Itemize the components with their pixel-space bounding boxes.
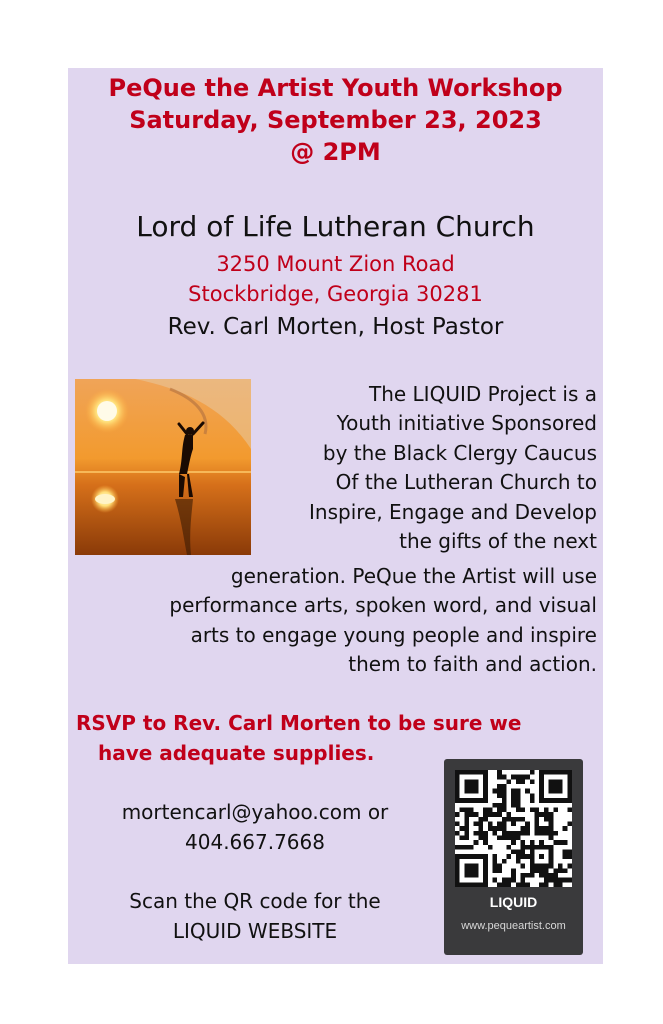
event-title xyxy=(68,72,603,168)
sunset-dancer-image xyxy=(75,379,251,555)
description-line: Inspire, Engage and Develop xyxy=(309,499,597,524)
address-street: 3250 Mount Zion Road xyxy=(216,252,455,276)
description-line: performance arts, spoken word, and visual xyxy=(169,593,597,618)
description-line: Of the Lutheran Church to xyxy=(335,470,597,495)
address-city: Stockbridge, Georgia 30281 xyxy=(188,282,483,306)
qr-code-card[interactable] xyxy=(444,759,583,955)
church-name: Lord of Life Lutheran Church xyxy=(136,210,535,243)
qr-url: www.pequeartist.com xyxy=(461,920,566,932)
host-pastor: Rev. Carl Morten, Host Pastor xyxy=(167,314,504,340)
event-flyer xyxy=(68,68,603,964)
description-line: them to faith and action. xyxy=(348,652,597,677)
title-line-time: @ 2PM xyxy=(290,138,381,166)
title-line-date: Saturday, September 23, 2023 xyxy=(129,106,542,134)
description-line: The LIQUID Project is a xyxy=(368,382,597,406)
contact-phone: 404.667.7668 xyxy=(185,830,325,854)
description-line: arts to engage young people and inspire xyxy=(190,622,597,647)
description-continued xyxy=(68,562,597,680)
contact-info xyxy=(90,797,420,857)
description-line: by the Black Clergy Caucus xyxy=(322,440,597,465)
qr-code-icon[interactable] xyxy=(455,770,572,887)
rsvp-line-1: RSVP to Rev. Carl Morten to be sure we xyxy=(76,711,522,735)
description-line: Youth initiative Sponsored xyxy=(336,411,597,436)
scan-line-1: Scan the QR code for the xyxy=(129,889,381,913)
description-line: the gifts of the next xyxy=(399,529,597,554)
contact-email: mortencarl@yahoo.com or xyxy=(121,800,389,824)
title-line-workshop: PeQue the Artist Youth Workshop xyxy=(108,74,563,102)
qr-label: LIQUID xyxy=(489,894,538,910)
scan-instructions xyxy=(90,886,420,946)
scan-line-2: LIQUID WEBSITE xyxy=(172,919,338,943)
rsvp-line-2: have adequate supplies. xyxy=(98,741,375,765)
description-line: generation. PeQue the Artist will use xyxy=(230,564,597,588)
description-wrapped xyxy=(258,380,597,556)
